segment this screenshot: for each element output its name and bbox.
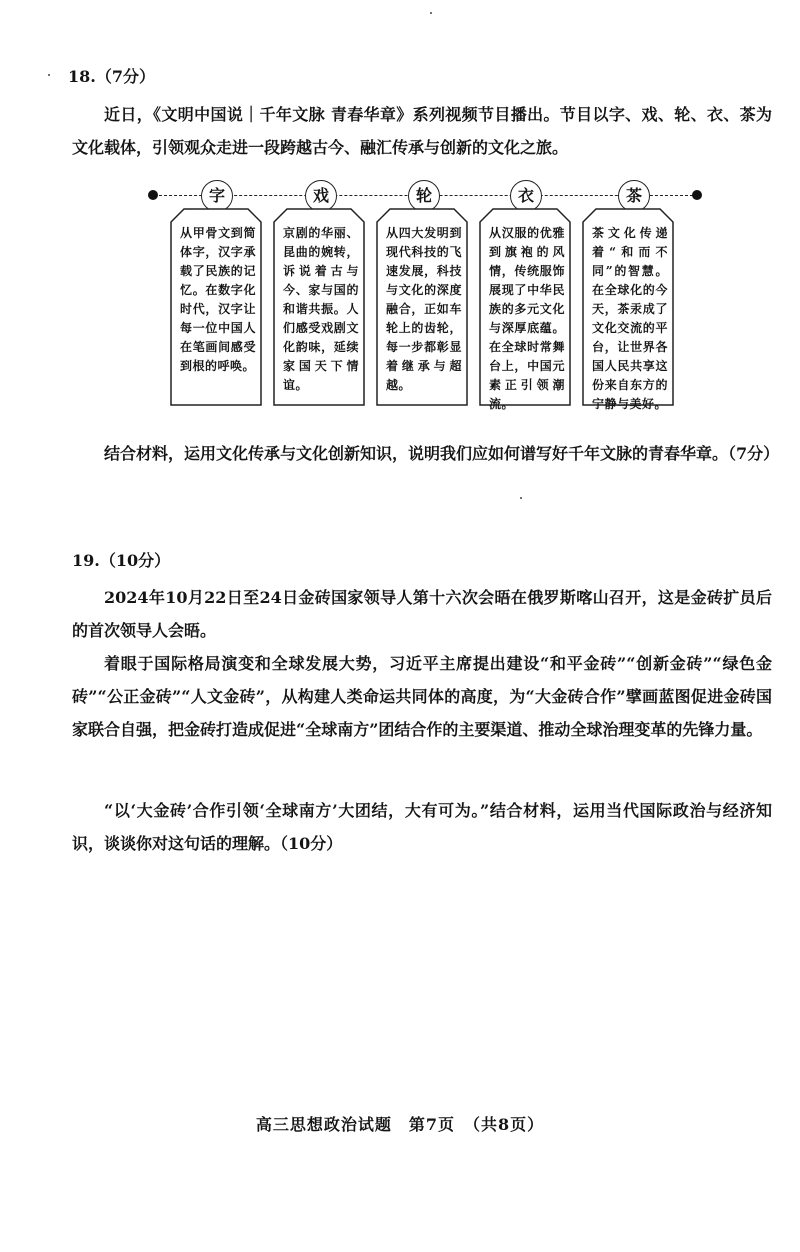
timeline-card-yi bbox=[479, 208, 571, 411]
page-footer: 高三思想政治试题 第7页 （共8页） bbox=[255, 1115, 545, 1134]
timeline-node-cha: 茶 bbox=[618, 180, 650, 212]
card-text-zi: 从甲骨文到简体字，汉字承载了民族的记忆。在数字化时代，汉字让每一位中国人在笔画间感受到根的呼唤。 bbox=[180, 226, 256, 373]
timeline-node-lun: 轮 bbox=[408, 180, 440, 212]
timeline-start-dot bbox=[148, 190, 158, 200]
scan-speck bbox=[430, 12, 432, 14]
question-19-title: 19.（10分） bbox=[72, 551, 171, 570]
timeline-card-zi bbox=[170, 208, 262, 406]
question-18-prompt: 结合材料，运用文化传承与文化创新知识，说明我们应如何谱写好千年文脉的青春华章。（7分） bbox=[104, 444, 780, 463]
timeline-card-lun bbox=[376, 208, 468, 406]
timeline-node-yi: 衣 bbox=[510, 180, 542, 212]
card-text-cha: 茶文化传递着“和而不同”的智慧。在全球化的今天，茶汞成了文化交流的平台，让世界各国人民共享这份来自东方的宁静与美好。 bbox=[592, 226, 668, 411]
question-19-paragraph-2: 着眼于国际格局演变和全球发展大势，习近平主席提出建设“和平金砖”“创新金砖”“绿色金砖”“公正金砖”“人文金砖”，从构建人类命运共同体的高度，为“大金砖合作”擘画蓝图促进金砖国家联合自强，把金砖打造成促进“全球南方”团结合作的主要渠道、推动全球治理变革的先锋力量。 bbox=[72, 654, 772, 739]
timeline-node-xi: 戏 bbox=[305, 180, 337, 212]
question-19-paragraph-1: 2024年10月22日至24日金砖国家领导人第十六次会晤在俄罗斯喀山召开，这是金砖扩员后的首次领导人会晤。 bbox=[72, 588, 772, 640]
card-text-xi: 京剧的华丽、昆曲的婉转，诉说着古与今、家与国的和谐共振。人们感受戏剧文化韵味，延续家国天下情谊。 bbox=[283, 226, 359, 392]
timeline-card-xi bbox=[273, 208, 365, 406]
card-text-yi: 从汉服的优雅到旗袍的风情，传统服饰展现了中华民族的多元文化与深厚底蕴。在全球时常舞台上，中国元素正引领潮流。 bbox=[489, 226, 565, 411]
question-18-title: 18.（7分） bbox=[68, 67, 155, 86]
timeline-end-dot bbox=[692, 190, 702, 200]
culture-timeline bbox=[146, 176, 706, 416]
timeline-card-cha bbox=[582, 208, 674, 411]
card-text-lun: 从四大发明到现代科技的飞速发展，科技与文化的深度融合，正如车轮上的齿轮，每一步都彰显着继承与超越。 bbox=[386, 226, 462, 392]
question-18-intro: 近日，《文明中国说｜千年文脉 青春华章》系列视频节目播出。节目以字、戏、轮、衣、茶为文化载体，引领观众走进一段跨越古今、融汇传承与创新的文化之旅。 bbox=[72, 105, 772, 157]
scan-speck bbox=[520, 497, 522, 499]
scan-speck bbox=[48, 74, 50, 76]
timeline-node-zi: 字 bbox=[201, 180, 233, 212]
question-19-prompt: “以‘大金砖’合作引领‘全球南方’大团结，大有可为。”结合材料，运用当代国际政治与经济知识，谈谈你对这句话的理解。（10分） bbox=[72, 801, 772, 853]
